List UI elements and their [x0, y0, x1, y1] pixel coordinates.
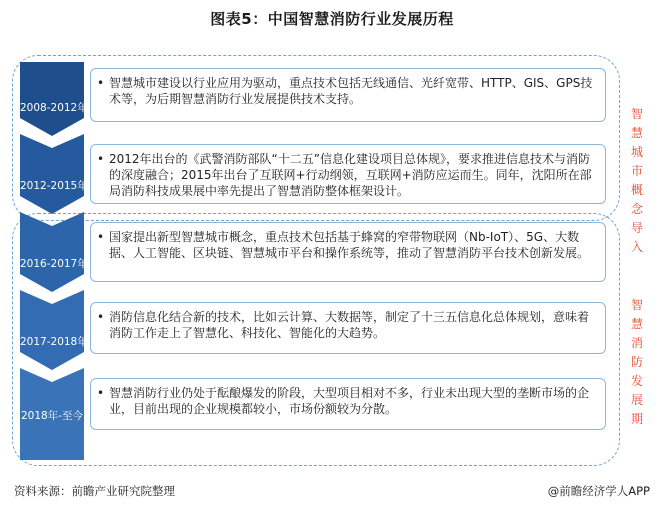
- stage-description-box: [90, 302, 606, 354]
- bullet-icon: •: [97, 386, 105, 400]
- stage-description-box: [90, 144, 606, 204]
- bullet-icon: •: [97, 76, 105, 90]
- stage-description-box: [90, 68, 606, 122]
- bullet-icon: •: [97, 230, 105, 244]
- chevron-arrow-icon: [20, 134, 88, 214]
- stage-description: 2012年出台的《武警消防部队“十二五”信息化建设项目总体规》，要求推进信息技术与消防的深度融合；2015年出台了互联网+行动纲领，互联网+消防应运而生。同年，沈阳所在部局消防科技成果展中率先提出了智慧消防整体框架设计。: [109, 152, 592, 198]
- stage-description: 消防信息化结合新的技术，比如云计算、大数据等，制定了十三五信息化总体规划，意味着消防工作走上了智慧化、科技化、智能化的大趋势。: [109, 310, 590, 340]
- chevron-arrow-icon: [20, 212, 88, 292]
- source-note: 资料来源：前瞻产业研究院整理: [14, 484, 175, 498]
- bullet-icon: •: [97, 152, 105, 166]
- timeline-stage: [20, 290, 606, 370]
- stage-year: 2016-2017年: [20, 258, 88, 270]
- stage-year: 2008-2012年: [20, 102, 88, 114]
- stage-year: 2017-2018年: [20, 336, 88, 348]
- phase-label-development: 智 慧 消 防 发 展 期: [630, 298, 643, 426]
- stage-description: 智慧消防行业仍处于酝酿爆发的阶段，大型项目相对不多，行业未出现大型的垄断市场的企业，目前出现的企业规模都较小，市场份额较为分散。: [109, 386, 590, 416]
- stage-description-box: [90, 222, 606, 282]
- chevron-arrow-icon: [20, 62, 88, 136]
- timeline-stage: [20, 134, 606, 214]
- stage-year: 2018年-至今: [20, 410, 83, 422]
- page-title: 图表5：中国智慧消防行业发展历程: [210, 10, 454, 28]
- phase-label-concept: 智 慧 城 市 概 念 导 入: [630, 107, 643, 254]
- stage-description: 国家提出新型智慧城市概念，重点技术包括基于蜂窝的窄带物联网（Nb-IoT）、5G、大数据、人工智能、区块链、智慧城市平台和操作系统等，推动了智慧消防平台技术创新发展。: [109, 230, 590, 260]
- bullet-icon: •: [97, 310, 105, 324]
- brand-credit: @前瞻经济学人APP: [547, 484, 650, 498]
- stage-year: 2012-2015年: [20, 180, 88, 192]
- chevron-arrow-icon: [20, 290, 88, 370]
- timeline-stage: [20, 212, 606, 292]
- stage-description: 智慧城市建设以行业应用为驱动，重点技术包括无线通信、光纤宽带、HTTP、GIS、GPS技术等，为后期智慧消防行业发展提供技术支持。: [109, 76, 593, 106]
- stage-description-box: [90, 378, 606, 430]
- timeline-stage: [20, 368, 606, 460]
- timeline-stage: [20, 62, 606, 136]
